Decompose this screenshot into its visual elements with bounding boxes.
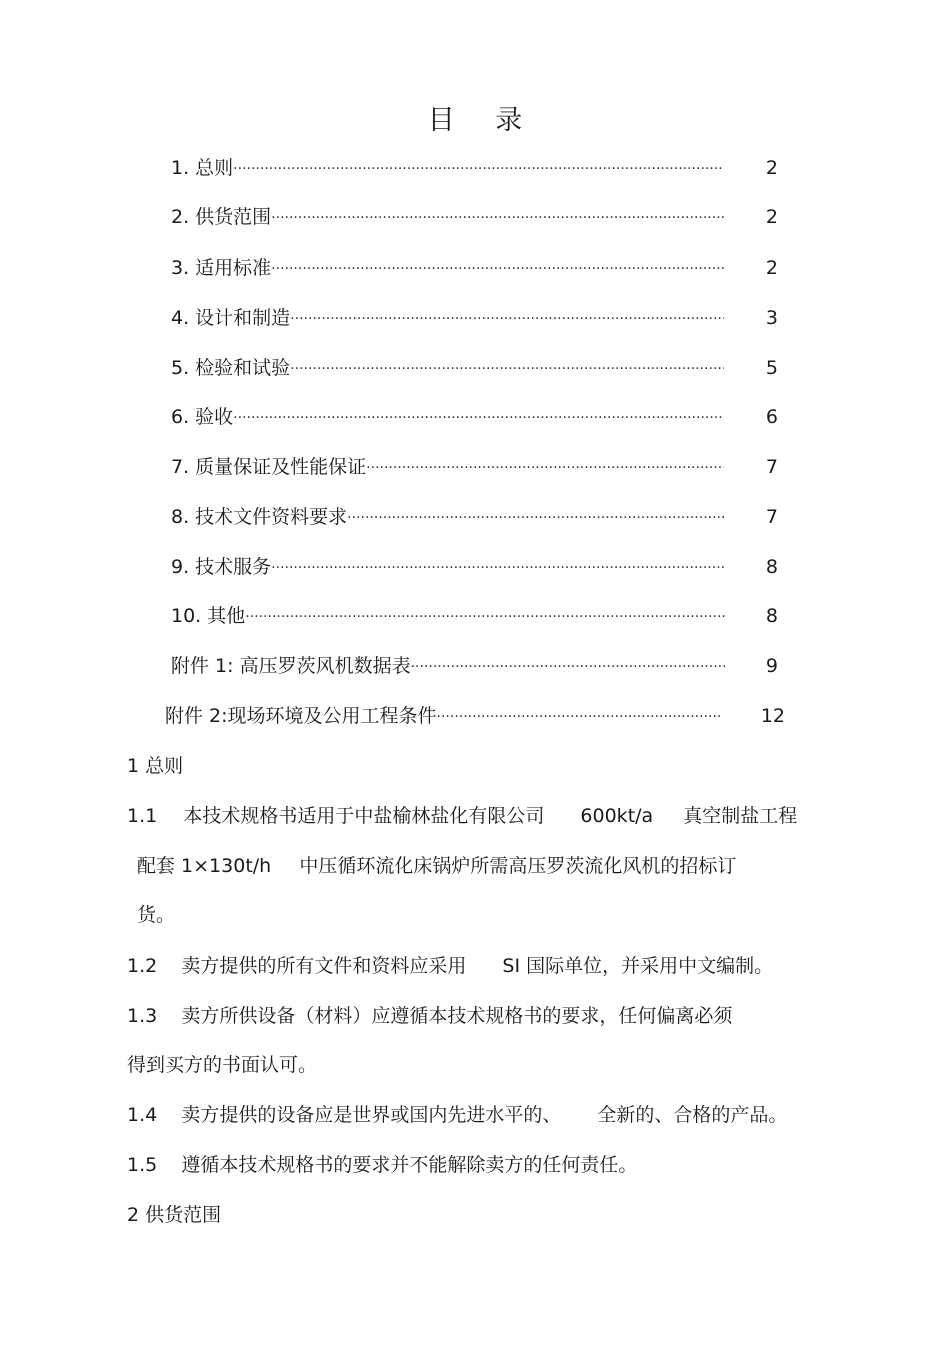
toc-entry-label: 7. 质量保证及性能保证	[171, 456, 367, 478]
toc-entry[interactable]	[171, 554, 724, 580]
toc-page-number: 2	[765, 157, 778, 179]
paragraph-1-1-line-1: 1.1 本技术规格书适用于中盐榆林盐化有限公司 600kt/a 真空制盐工程	[127, 805, 798, 827]
section-heading-1: 1 总则	[127, 755, 184, 777]
toc-leader-dots	[437, 703, 722, 729]
toc-entry[interactable]	[171, 204, 724, 230]
toc-leader-dots	[290, 355, 724, 381]
toc-page-number: 12	[760, 705, 785, 727]
toc-entry[interactable]	[171, 155, 724, 181]
toc-leader-dots	[233, 155, 724, 181]
toc-entry-label: 附件 2:现场环境及公用工程条件	[165, 705, 437, 727]
toc-leader-dots	[366, 454, 724, 480]
toc-entry[interactable]	[171, 404, 724, 430]
toc-entry-label: 附件 1: 高压罗茨风机数据表	[171, 655, 411, 677]
toc-entry[interactable]	[171, 454, 724, 480]
toc-page-number: 7	[765, 456, 778, 478]
toc-entry-label: 2. 供货范围	[171, 206, 272, 228]
clause-number: 1.5	[127, 1154, 158, 1176]
toc-page-number: 9	[765, 655, 778, 677]
toc-entry[interactable]	[171, 504, 724, 530]
page-title: 目 录	[427, 105, 539, 136]
toc-leader-dots	[347, 504, 724, 530]
toc-leader-dots	[271, 204, 724, 230]
toc-page-number: 5	[765, 357, 778, 379]
toc-page-number: 6	[765, 406, 778, 428]
clause-number: 1.1	[127, 805, 158, 827]
section-heading-2: 2 供货范围	[127, 1204, 222, 1226]
toc-entry[interactable]	[171, 305, 724, 331]
toc-entry[interactable]	[171, 255, 724, 281]
toc-page-number: 7	[765, 506, 778, 528]
toc-leader-dots	[290, 305, 724, 331]
toc-entry-label: 5. 检验和试验	[171, 357, 291, 379]
toc-leader-dots	[411, 653, 728, 679]
paragraph-1-3-line-1: 1.3 卖方所供设备（材料）应遵循本技术规格书的要求，任何偏离必须	[127, 1005, 733, 1027]
paragraph-1-4: 1.4 卖方提供的设备应是世界或国内先进水平的、 全新的、合格的产品。	[127, 1104, 788, 1126]
toc-leader-dots	[271, 554, 724, 580]
toc-leader-dots	[233, 404, 724, 430]
toc-entry[interactable]	[171, 355, 724, 381]
toc-entry[interactable]	[165, 703, 722, 729]
toc-page-number: 8	[765, 605, 778, 627]
clause-number: 1.3	[127, 1005, 158, 1027]
paragraph-1-2: 1.2 卖方提供的所有文件和资料应采用 SI 国际单位，并采用中文编制。	[127, 955, 774, 977]
toc-entry-label: 3. 适用标准	[171, 257, 272, 279]
toc-page-number: 3	[765, 307, 778, 329]
toc-entry-label: 1. 总则	[171, 157, 234, 179]
paragraph-1-3-line-2: 得到买方的书面认可。	[127, 1054, 318, 1076]
toc-entry-label: 8. 技术文件资料要求	[171, 506, 348, 528]
toc-entry[interactable]	[171, 653, 728, 679]
toc-page-number: 2	[765, 206, 778, 228]
clause-number: 1.4	[127, 1104, 158, 1126]
toc-entry[interactable]	[171, 603, 726, 629]
paragraph-1-1-line-2: 配套 1×130t/h 中压循环流化床锅炉所需高压罗茨流化风机的招标订	[137, 855, 737, 877]
paragraph-1-1-line-3: 货。	[137, 904, 176, 926]
paragraph-1-5: 1.5 遵循本技术规格书的要求并不能解除卖方的任何责任。	[127, 1154, 638, 1176]
toc-entry-label: 9. 技术服务	[171, 556, 272, 578]
toc-entry-label: 10. 其他	[171, 605, 246, 627]
toc-entry-label: 4. 设计和制造	[171, 307, 291, 329]
toc-page-number: 8	[765, 556, 778, 578]
toc-entry-label: 6. 验收	[171, 406, 234, 428]
toc-leader-dots	[245, 603, 726, 629]
toc-leader-dots	[271, 255, 724, 281]
toc-page-number: 2	[765, 257, 778, 279]
clause-number: 1.2	[127, 955, 158, 977]
